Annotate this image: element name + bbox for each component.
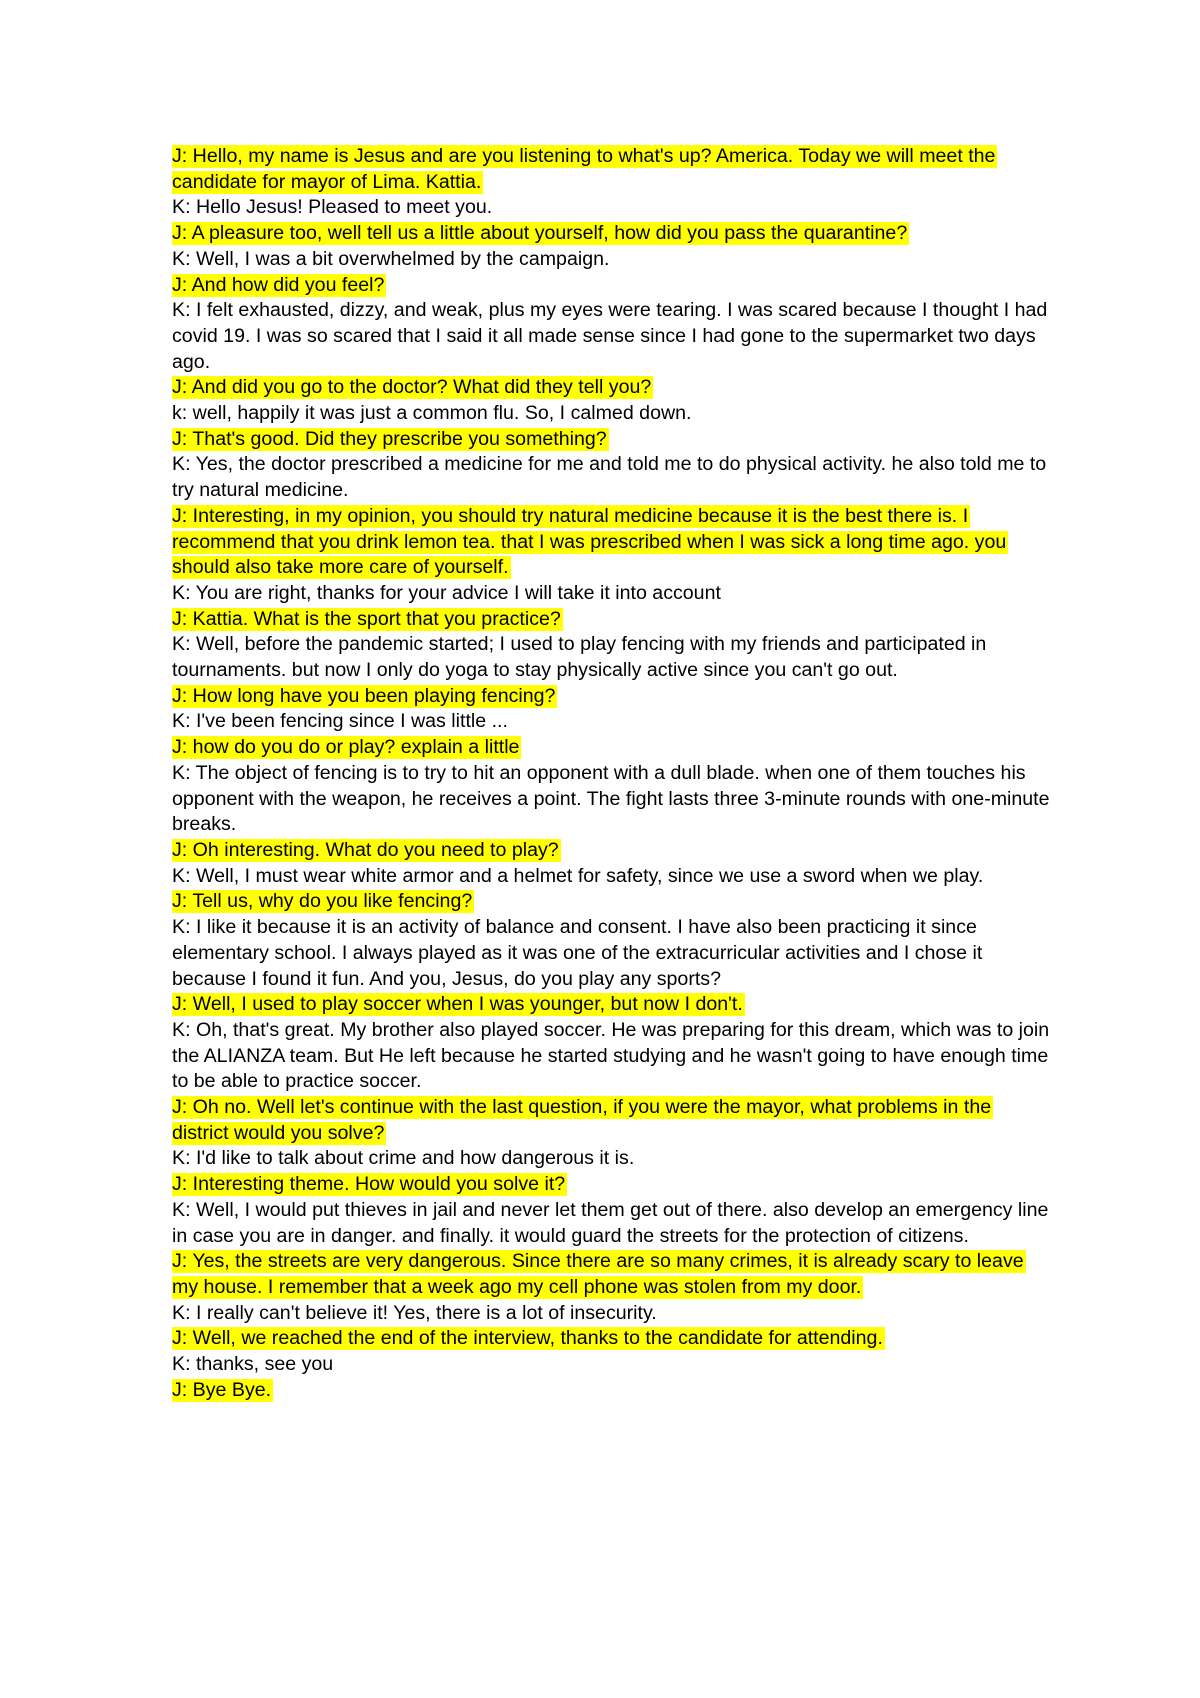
interviewer-line: J: how do you do or play? explain a little bbox=[172, 736, 520, 759]
interviewer-line: J: Oh interesting. What do you need to play? bbox=[172, 838, 559, 861]
candidate-line: K: I like it because it is an activity of balance and consent. I have also been practicing it since elementary school. I always played as it was one of the extracurricular activities and I chose it because I found it fun. And you, Jesus, do you play any sports? bbox=[172, 916, 983, 990]
candidate-line: K: You are right, thanks for your advice I will take it into account bbox=[172, 581, 721, 604]
candidate-line: K: Well, I would put thieves in jail and never let them get out of there. also develop an emergency line in case you are in danger. and finally. it would guard the streets for the protection of citizens. bbox=[172, 1198, 1049, 1247]
interviewer-line: J: Tell us, why do you like fencing? bbox=[172, 890, 473, 913]
interviewer-line: J: And how did you feel? bbox=[172, 273, 385, 296]
interviewer-line: J: That's good. Did they prescribe you something? bbox=[172, 427, 607, 450]
candidate-line: K: I've been fencing since I was little ... bbox=[172, 710, 508, 733]
candidate-line: K: I'd like to talk about crime and how dangerous it is. bbox=[172, 1147, 635, 1170]
interviewer-line: J: Kattia. What is the sport that you practice? bbox=[172, 607, 561, 630]
interviewer-line: J: Hello, my name is Jesus and are you listening to what's up? America. Today we will meet the candidate for mayor of Lima. Kattia. bbox=[172, 145, 996, 193]
interviewer-line: J: Well, I used to play soccer when I was younger, but now I don't. bbox=[172, 993, 743, 1016]
candidate-line: K: Well, I was a bit overwhelmed by the campaign. bbox=[172, 247, 610, 270]
interviewer-line: J: And did you go to the doctor? What did they tell you? bbox=[172, 376, 652, 399]
interviewer-line: J: Bye Bye. bbox=[172, 1378, 272, 1401]
candidate-line: K: Well, before the pandemic started; I used to play fencing with my friends and participated in tournaments. but now I only do yoga to stay physically active since you can't go out. bbox=[172, 633, 987, 682]
document-page bbox=[172, 144, 1052, 1403]
candidate-line: K: Yes, the doctor prescribed a medicine for me and told me to do physical activity. he also told me to try natural medicine. bbox=[172, 453, 1047, 502]
candidate-line: K: Oh, that's great. My brother also played soccer. He was preparing for this dream, which was to join the ALIANZA team. But He left because he started studying and he wasn't going to have enough time to be able to practice soccer. bbox=[172, 1018, 1050, 1093]
candidate-line: K: I felt exhausted, dizzy, and weak, plus my eyes were tearing. I was scared because I thought I had covid 19. I was so scared that I said it all made sense since I had gone to the supermarket two days ago. bbox=[172, 299, 1048, 373]
candidate-line: K: Hello Jesus! Pleased to meet you. bbox=[172, 196, 493, 219]
interviewer-line: J: Well, we reached the end of the interview, thanks to the candidate for attending. bbox=[172, 1327, 883, 1350]
candidate-line: K: thanks, see you bbox=[172, 1353, 334, 1376]
interviewer-line: J: Interesting, in my opinion, you should try natural medicine because it is the best there is. I recommend that you drink lemon tea. that I was prescribed when I was sick a long time ago. you should also take more care of yourself. bbox=[172, 504, 1007, 579]
interviewer-line: J: Interesting theme. How would you solve it? bbox=[172, 1173, 566, 1196]
candidate-line: K: Well, I must wear white armor and a helmet for safety, since we use a sword when we play. bbox=[172, 864, 984, 887]
candidate-line: k: well, happily it was just a common flu. So, I calmed down. bbox=[172, 402, 692, 425]
interviewer-line: J: A pleasure too, well tell us a little about yourself, how did you pass the quarantine? bbox=[172, 222, 908, 245]
candidate-line: K: The object of fencing is to try to hit an opponent with a dull blade. when one of them touches his opponent with the weapon, he receives a point. The fight lasts three 3-minute rounds with one-minute breaks. bbox=[172, 761, 1050, 836]
interviewer-line: J: Yes, the streets are very dangerous. Since there are so many crimes, it is already scary to leave my house. I remember that a week ago my cell phone was stolen from my door. bbox=[172, 1250, 1024, 1298]
interviewer-line: J: How long have you been playing fencing? bbox=[172, 684, 556, 707]
interviewer-line: J: Oh no. Well let's continue with the last question, if you were the mayor, what problems in the district would you solve? bbox=[172, 1096, 992, 1144]
candidate-line: K: I really can't believe it! Yes, there is a lot of insecurity. bbox=[172, 1301, 657, 1324]
